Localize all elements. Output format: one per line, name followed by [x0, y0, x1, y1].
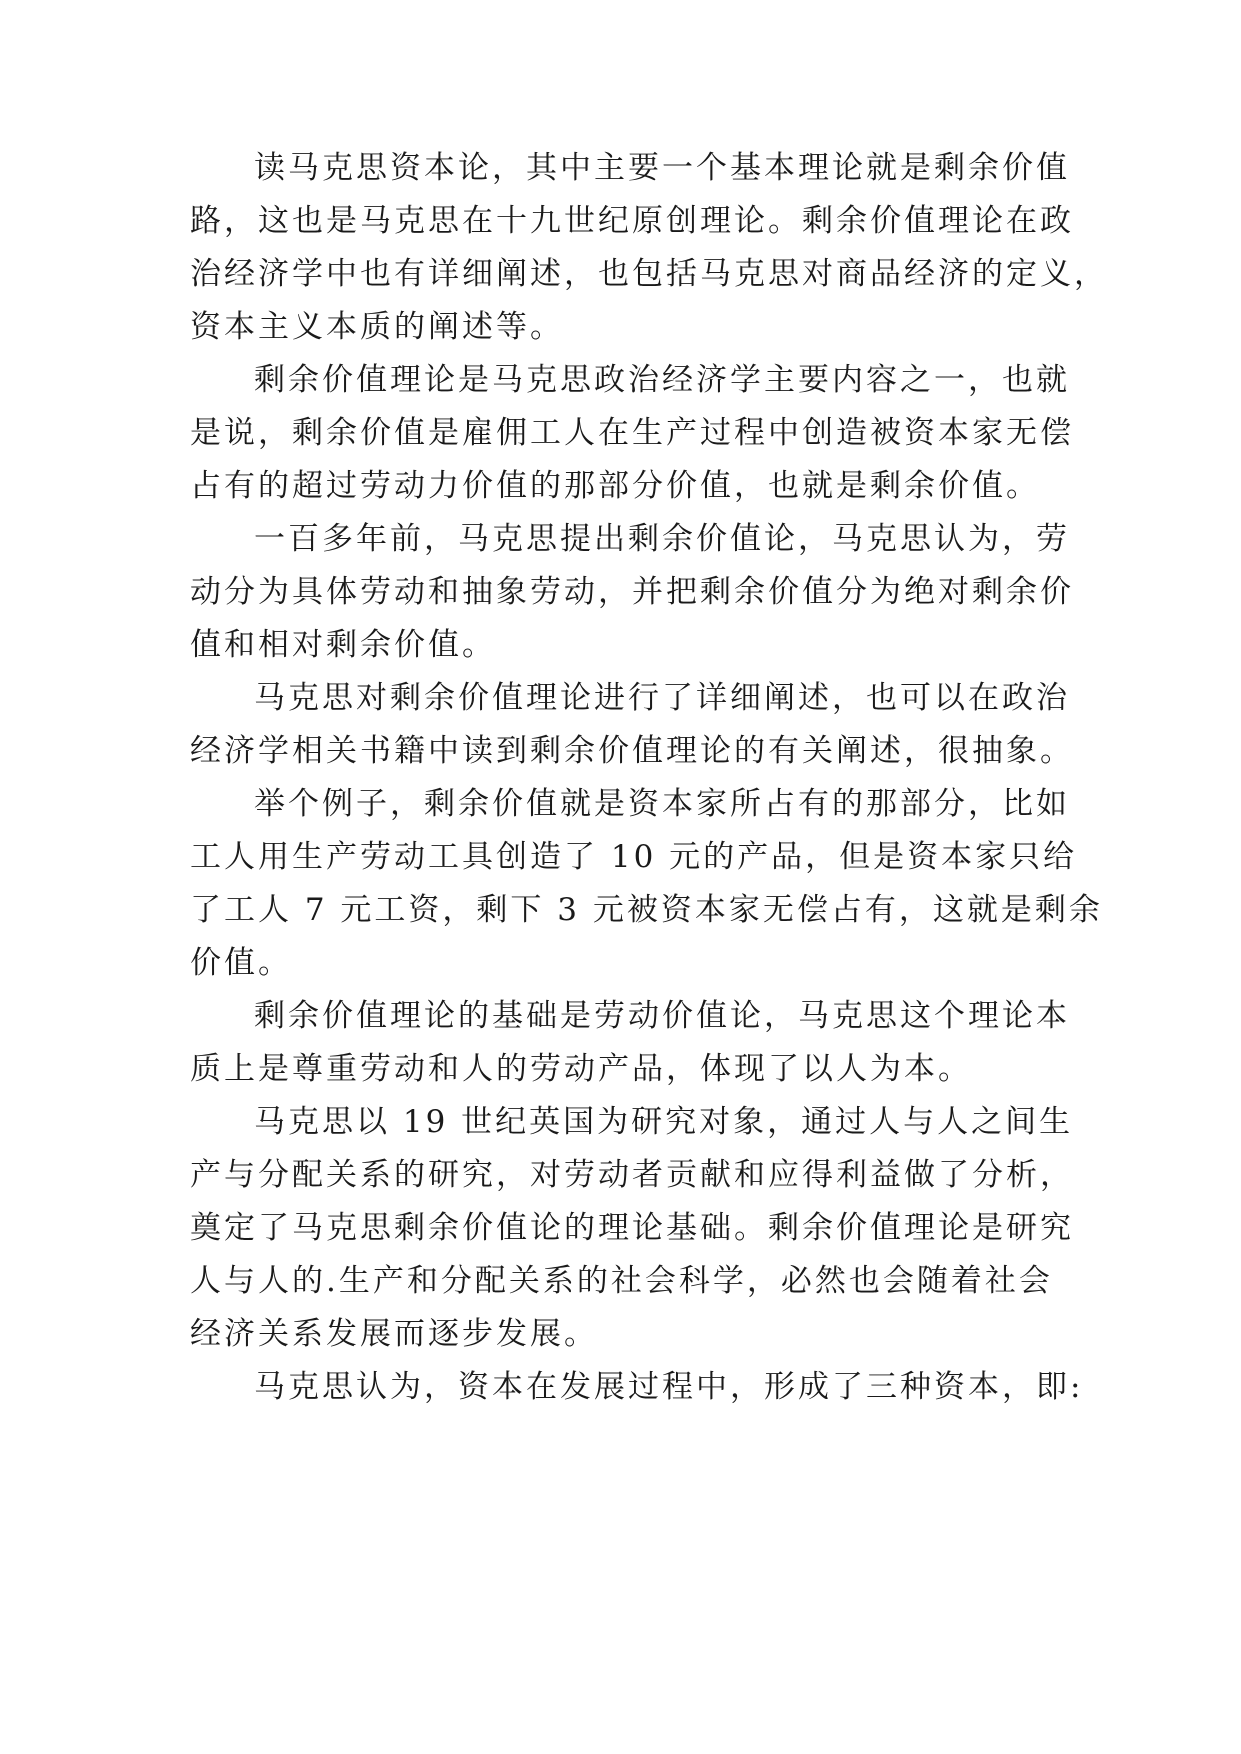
text-line: 人与人的.生产和分配关系的社会科学，必然也会随着社会 — [190, 1263, 1053, 1299]
text-line: 奠定了马克思剩余价值论的理论基础。剩余价值理论是研究 — [190, 1210, 1074, 1246]
text-line: 占有的超过劳动力价值的那部分价值，也就是剩余价值。 — [190, 468, 1040, 504]
text-line: 马克思以 19 世纪英国为研究对象，通过人与人之间生 — [254, 1104, 1074, 1140]
text-line: 马克思对剩余价值理论进行了详细阐述，也可以在政治 — [254, 680, 1070, 716]
text-line: 一百多年前，马克思提出剩余价值论，马克思认为，劳 — [254, 521, 1070, 557]
text-line: 工人用生产劳动工具创造了 10 元的产品，但是资本家只给 — [190, 839, 1078, 875]
text-line: 经济学相关书籍中读到剩余价值理论的有关阐述，很抽象。 — [190, 733, 1074, 769]
text-line: 经济关系发展而逐步发展。 — [190, 1316, 598, 1352]
text-line: 了工人 7 元工资，剩下 3 元被资本家无偿占有，这就是剩余 — [190, 892, 1103, 928]
text-line: 路，这也是马克思在十九世纪原创理论。剩余价值理论在政 — [190, 203, 1074, 239]
text-line: 值和相对剩余价值。 — [190, 627, 496, 663]
text-line: 动分为具体劳动和抽象劳动，并把剩余价值分为绝对剩余价 — [190, 574, 1074, 610]
text-line: 产与分配关系的研究，对劳动者贡献和应得利益做了分析， — [190, 1157, 1074, 1193]
text-line: 举个例子，剩余价值就是资本家所占有的那部分，比如 — [254, 786, 1070, 822]
text-line: 剩余价值理论的基础是劳动价值论，马克思这个理论本 — [254, 998, 1070, 1034]
text-line: 价值。 — [190, 945, 292, 981]
text-line: 治经济学中也有详细阐述，也包括马克思对商品经济的定义， — [190, 256, 1108, 292]
text-line: 是说，剩余价值是雇佣工人在生产过程中创造被资本家无偿 — [190, 415, 1074, 451]
text-line: 质上是尊重劳动和人的劳动产品，体现了以人为本。 — [190, 1051, 972, 1087]
text-line: 马克思认为，资本在发展过程中，形成了三种资本，即: — [254, 1369, 1084, 1405]
text-line: 读马克思资本论，其中主要一个基本理论就是剩余价值 — [254, 150, 1070, 186]
text-line: 资本主义本质的阐述等。 — [190, 309, 564, 345]
text-line: 剩余价值理论是马克思政治经济学主要内容之一，也就 — [254, 362, 1070, 398]
